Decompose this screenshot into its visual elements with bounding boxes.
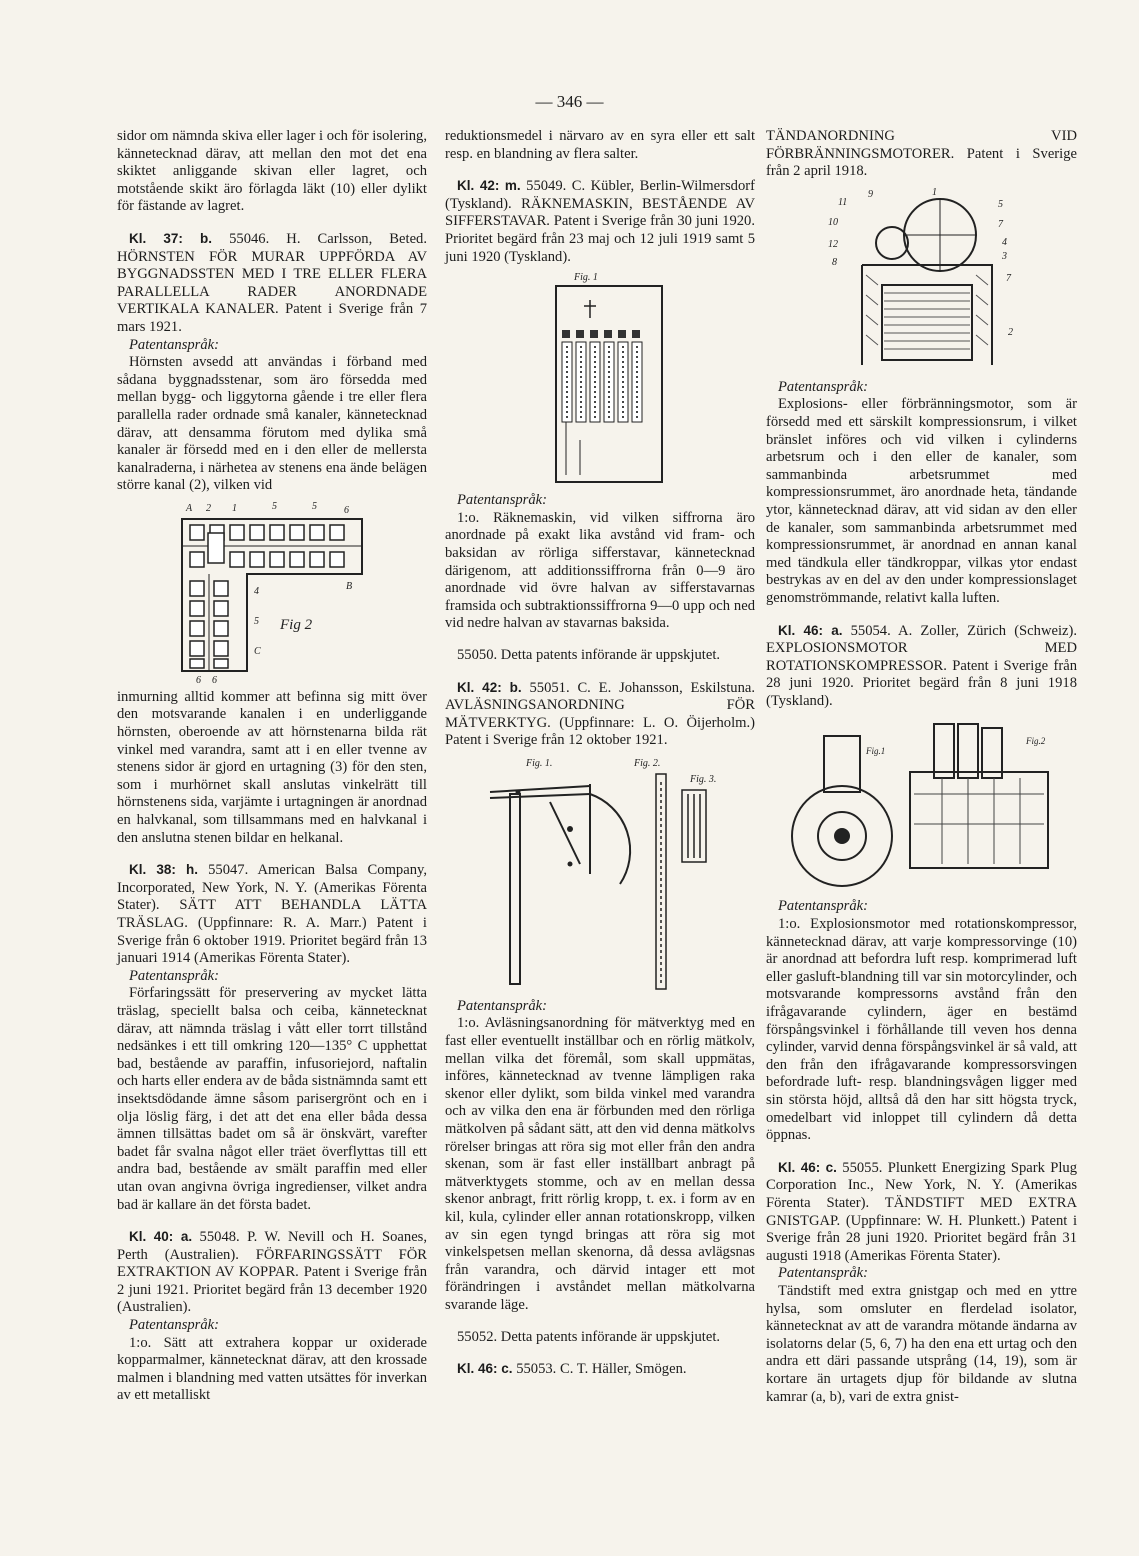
patent-55048 xyxy=(117,1228,427,1317)
fig-label: 7 xyxy=(997,218,1003,230)
figure-caption: Fig. 1 xyxy=(574,272,598,284)
figure-caption: Fig.1 xyxy=(865,746,885,757)
fig-label: 4 xyxy=(1001,236,1007,248)
cornerstone-figure xyxy=(172,499,372,685)
class-label: Kl. 42: b. xyxy=(457,679,522,695)
patent-55053 xyxy=(445,1360,755,1379)
calculator-figure xyxy=(530,270,670,488)
claim-text-cont: inmurning alltid kommer att befinna sig mitt över den motsvarande kanalen i en underliggande hörnsten, oberoende av att hörnstenarna bilda rät vinkel med varandra, samt att i en eller tvenne av stenens sidor är gjord en urtagning (3) för den sten, som i murhörnet skall anslutas vinkelrätt till hörnstenens sida, varjämte i urtagningen är anordnad en halvkanal, som tillsammans med en halvkanal i den anslutna stenen bildar en helkanal. xyxy=(117,688,427,846)
continued-text: reduktionsmedel i närvaro av en syra eller ett salt resp. en blandning av flera salter. xyxy=(445,128,755,162)
class-label: Kl. 38: h. xyxy=(129,862,199,878)
continued-text: sidor om nämnda skiva eller lager i och för isolering, kännetecknad därav, att mellan den mot det ena skiktet anliggande skivan eller lagret, och motstående skikt äro förlagda läkt (10) eller dylikt för fästande av lagret. xyxy=(117,128,427,215)
class-label: Kl. 46: c. xyxy=(778,1159,837,1175)
class-label: Kl. 40: a. xyxy=(129,1229,193,1245)
patent-text: 55047. American Balsa Company, Incorporated, New York, N. Y. (Amerikas Förenta Stater). SÄTT ATT BEHANDLA LÄTTA TRÄSLAG. (Uppfinnare: R. A. Marr.) Patent i Sverige från 6 oktober 1919. Prioritet begärd från 13 januari 1914 (Amerikas Förenta Stater). xyxy=(117,862,427,967)
claim-text: Förfaringssätt för preservering av mycket lätta träslag, speciellt balsa och ceiba, kännetecknat därav, att nämnda träslag i vått eller torrt tillstånd nedsänkes i ett till omkring 120—135° C upphettat bad, bestående av paraffin, infusoriejord, naftalin och harts eller endera av de båda sistnämnda samt ett insektsdödande ämne såsom parisergrönt och en i olja löslig färg, i det att det ena eller båda dessa ämnen tillsättas badet om så är önskvärt, varefter badet får svalna något eller träet överflyttas till ett andra bad, bestående av smält paraffin med eller utan ovan angivna övriga ingredienser, vilket andra bad är kallare än det första badet. xyxy=(117,985,427,1213)
claim-heading: Patentanspråk: xyxy=(778,898,868,915)
fig-label: 2 xyxy=(206,502,211,514)
claim-text: 1:o. Explosionsmotor med rotationskompressor, kännetecknad därav, att varje kompressorvinge (10) är anordnad att befordra luft resp. komprimerad luft eller gasluft-blandning till var sin motorcylinder, och motsvarande kompressorns avstånd från den ifrågavarande cylindern, äger en bestämd förspångsvinkel i förhållande till veven hos denna cylinder, varvid denna förspångsvinkel är så vald, att den från den ifrågavarande kompressorsvingen befordrade luft- resp. blandningsvågen ligger med sin största höjd, alltså då den har sitt högsta tryck, omedelbart vid inloppet till cylindern då detta öppnas. xyxy=(766,916,1077,1144)
claim-heading: Patentanspråk: xyxy=(778,378,868,395)
patent-text: 55049. C. Kübler, Berlin-Wilmersdorf (Tyskland). RÄKNEMASKIN, BESTÅENDE AV SIFFERSTAVAR. Patent i Sverige från 30 juni 1920. Prioritet begärd från 23 maj och 12 juli 1919 samt 5 juni 1920 (Tyskland). xyxy=(445,178,755,265)
class-label: Kl. 46: a. xyxy=(778,622,843,638)
fig-label: 3 xyxy=(1001,250,1007,262)
claim-text: 1:o. Avläsningsanordning för mätverktyg med en fast eller eventuellt inställbar och en rörlig mätkolv, mellan vilka det föremål, som skall uppmätas, införes, kännetecknad av tvenne lämpligen raka skenor eller dylikt, som bilda vinkel med varandra och av vilka den ena är förbunden med den rörliga mätkolven på sådant sätt, att den vid denna mätkolvs rörelser bringas att röra sig mot eller från den andra skenan, som är fast eller inställbart anbragt på mätverktygets stomme, och av en mellan dessa skenor anbragt, fritt rörlig kropp, t. ex. i form av en kil, kula, cylinder eller annan rotationskropp, vilken av sin egen tyngd bringas att röra sig mot vinkelspetsen mellan skenorna, då dessa avlägsnas från varandra, och därvid intager ett mot förändringen i avståndet mellan mätkolvarna svarande läge. xyxy=(445,1015,755,1313)
claim-heading: Patentanspråk: xyxy=(457,997,547,1014)
claim-text: Tändstift med extra gnistgap och med en yttre hylsa, som omsluter en flerdelad isolator, kännetecknat av att de varandra mötande ändarna av isolatorns delar (5, 6, 7) ha den ena ett urtag och den andra ett däri passande utsprång (14, 19), som är kortare än urtagets djup för bildande av slutna kamrar (a, b), vari de extra gnist- xyxy=(766,1282,1077,1405)
fig-label: 4 xyxy=(254,585,259,597)
fig-label: 7 xyxy=(1005,272,1011,284)
patent-55046 xyxy=(117,230,427,337)
figure-caption: Fig. 2. xyxy=(634,757,661,769)
fig-label: 12 xyxy=(827,238,838,250)
fig-label: 1 xyxy=(232,502,237,514)
claim-heading: Patentanspråk: xyxy=(129,1317,219,1334)
class-label: Kl. 37: b. xyxy=(129,230,213,246)
fig-label: 5 xyxy=(997,198,1003,210)
patent-text: 55055. Plunkett Energizing Spark Plug Corporation Inc., New York, N. Y. (Amerikas Förenta Stater). TÄNDSTIFT MED EXTRA GNISTGAP. (Uppfinnare: W. H. Plunkett.) Patent i Sverige från 28 juni 1920. Prioritet begärd från 31 augusti 1918 (Amerikas Förenta Stater). xyxy=(766,1159,1077,1264)
fig-label: 6 xyxy=(212,674,217,685)
measuring-tool-figure xyxy=(470,754,730,994)
fig-label: 5 xyxy=(272,500,277,512)
fig-label: 10 xyxy=(827,216,838,228)
fig-label: 6 xyxy=(196,674,201,685)
patent-text: 55048. P. W. Nevill och H. Soanes, Perth (Australien). FÖRFARINGSSÄTT FÖR EXTRAKTION AV KOPPAR. Patent i Sverige från 2 juni 1921. Prioritet begärd från 13 december 1920 (Australien). xyxy=(117,1229,427,1316)
fig-label: 2 xyxy=(1007,326,1013,338)
claim-text: 1:o. Räknemaskin, vid vilken siffrorna äro anordnade på exakt lika avstånd vid fram- och baksidan av rörliga sifferstavar, kännetecknad därigenom, att additionssiffrorna från 0—9 äro anordnade vid övre halvan av sifferstavarnas framsida och subtraktionssiffrorna 9—0 upp och ned vid nedre halvan av stavarnas baksida. xyxy=(445,509,755,632)
fig-label: 5 xyxy=(312,500,317,512)
figure-caption: Fig 2 xyxy=(280,616,313,633)
patent-text: 55054. A. Zoller, Zürich (Schweiz). EXPLOSIONSMOTOR MED ROTATIONSKOMPRESSOR. Patent i Sverige från 28 juni 1920. Prioritet begärd från 8 juni 1918 (Tyskland). xyxy=(766,622,1077,709)
fig-label: 8 xyxy=(831,256,837,268)
claim-text: Explosions- eller förbränningsmotor, som är försedd med ett särskilt kompressionsrum, i vilket bränslet införes och vid vilken i cylinderns arbetsrum och i den eller de kanaler, som sammanbinda arbetsrummet med kompressionsrummet, äro anordnade heta, tändande ytor, kännetecknad därav, att vid sidan av den eller de kanaler, som sammanbinda arbetsrummet med kompressionsrummet, är anordnad en annan kanal med tändkula eller tändkroppar, vilkas ytor endast bestrykas av en del av den under kompressionslaget genomströmmande, relativt kalla luften. xyxy=(766,396,1077,606)
fig-label-b: B xyxy=(346,580,353,592)
figure-caption: Fig. 3. xyxy=(690,773,717,785)
patent-55055 xyxy=(766,1159,1077,1266)
continued-text: TÄNDANORDNING VID FÖRBRÄNNINGSMOTORER. Patent i Sverige från 2 april 1918. xyxy=(766,128,1077,180)
fig-label: 5 xyxy=(254,615,259,627)
claim-text: 1:o. Sätt att extrahera koppar ur oxiderade kopparmalmer, kännetecknat därav, att den krossade malmen i blandning med vatten utsättes för inverkan av ett metalliskt xyxy=(117,1334,427,1404)
class-label: Kl. 42: m. xyxy=(457,178,521,194)
page-number: — 346 — xyxy=(535,92,604,111)
fig-label: 11 xyxy=(837,196,847,208)
class-label: Kl. 46: c. xyxy=(457,1361,513,1377)
fig-label: 9 xyxy=(867,188,873,200)
fig-label: 1 xyxy=(931,186,937,198)
figure-caption: Fig.2 xyxy=(1025,736,1045,747)
patent-55047 xyxy=(117,861,427,968)
figure-caption: Fig. 1. xyxy=(526,757,553,769)
column-3 xyxy=(766,128,1077,1406)
fig-label-a: A xyxy=(186,502,193,514)
claim-heading: Patentanspråk: xyxy=(778,1265,868,1282)
patent-55052: 55052. Detta patents införande är uppskjutet. xyxy=(457,1328,721,1345)
column-1 xyxy=(117,128,427,1405)
patent-text: 55046. H. Carlsson, Beted. HÖRNSTEN FÖR MURAR UPPFÖRDA AV BYGGNADSSTEN MED I TRE ELLER FLERA PARALLELLA RADER ANORDNADE VERTIKALA KANALER. Patent i Sverige från 7 mars 1921. xyxy=(117,230,427,335)
claim-text: Hörnsten avsedd att användas i förband med sådana byggnadsstenar, som äro försedda med mellan bygg- och liggytorna gående i tre eller flera parallella rader ordnade små kanaler, kännetecknad därav, att densamma förutom med dylika små kanaler är försedd med en i den eller de mellersta kanalraderna, i närhetea av stenens ena ände belägen större kanal (2), vilken vid xyxy=(117,354,427,494)
patent-55050: 55050. Detta patents införande är uppskjutet. xyxy=(457,646,721,663)
column-2 xyxy=(445,128,755,1379)
engine-figure xyxy=(782,714,1062,894)
ignition-figure xyxy=(822,185,1022,375)
patent-text: 55053. C. T. Häller, Smögen. xyxy=(516,1361,687,1378)
patent-55054 xyxy=(766,622,1077,711)
patent-text: 55051. C. E. Johansson, Eskilstuna. AVLÄSNINGSANORDNING FÖR MÄTVERKTYG. (Uppfinnare: L. O. Öijerholm.) Patent i Sverige från 12 oktober 1921. xyxy=(445,679,755,749)
claim-heading: Patentanspråk: xyxy=(129,967,219,984)
claim-heading: Patentanspråk: xyxy=(129,336,219,353)
claim-heading: Patentanspråk: xyxy=(457,492,547,509)
patent-55049 xyxy=(445,177,755,266)
fig-label: 6 xyxy=(344,504,349,516)
patent-55051 xyxy=(445,679,755,750)
fig-label-c: C xyxy=(254,645,261,657)
